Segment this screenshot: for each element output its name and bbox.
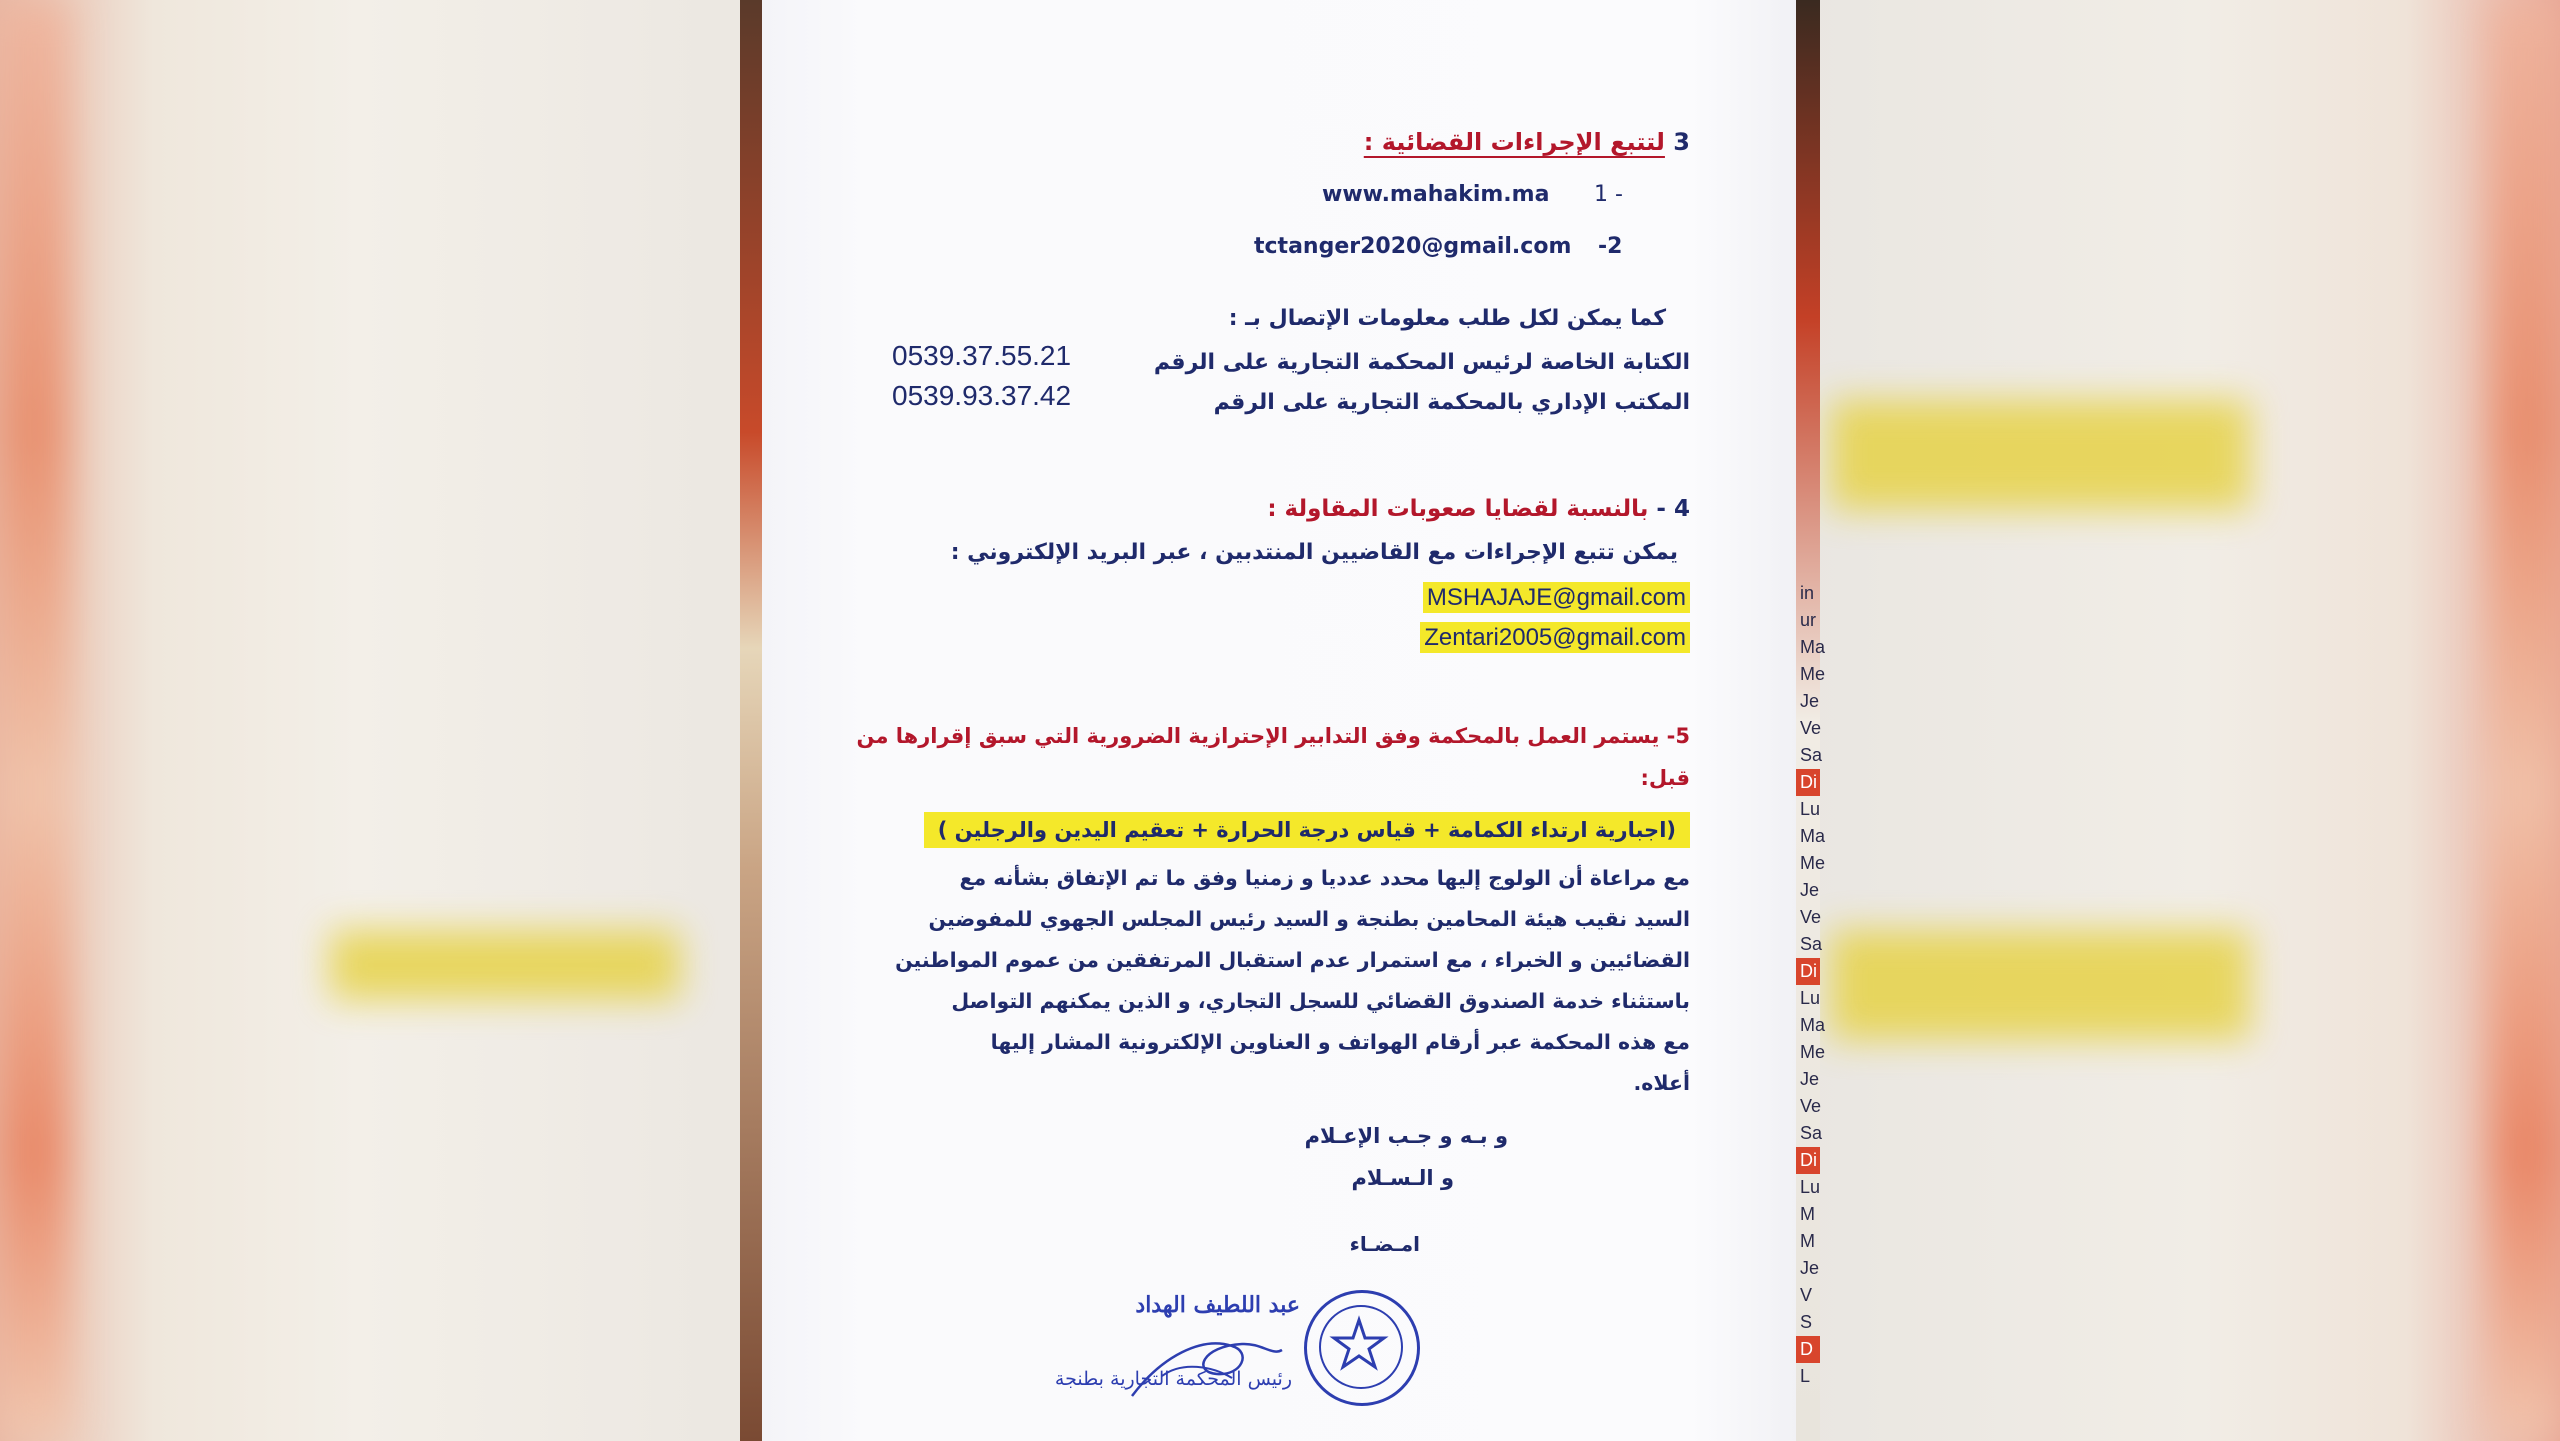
section5-highlight: (اجبارية ارتداء الكمامة + قياس درجة الحرارة + تعقيم اليدين والرجلين ) — [924, 818, 1690, 842]
contact-2-label: المكتب الإداري بالمحكمة التجارية على الرقم — [1213, 390, 1690, 415]
contact-intro: كما يمكن لكل طلب معلومات الإتصال بـ : — [1228, 306, 1666, 331]
body-line-4: باستثناء خدمة الصندوق القضائي للسجل التجاري، و الذين يمكنهم التواصل — [951, 989, 1690, 1013]
contact-line-2 — [1214, 390, 1690, 415]
edge-letter: Sa — [1800, 934, 1823, 954]
edge-letter: D — [1796, 1336, 1820, 1363]
email-tctanger[interactable]: tctanger2020@gmail.com — [1254, 234, 1572, 259]
edge-letter: Di — [1796, 958, 1820, 985]
link-mahakim[interactable]: www.mahakim.ma — [1322, 182, 1550, 207]
signatory-name: عبد اللطيف الهداد — [1135, 1292, 1300, 1318]
handwritten-signature — [1122, 1316, 1292, 1406]
edge-letter: Sa — [1800, 1123, 1823, 1143]
edge-letter: Lu — [1800, 988, 1821, 1008]
section4-heading — [1267, 496, 1690, 522]
email-zentari[interactable]: Zentari2005@gmail.com — [1420, 624, 1690, 652]
document-photo — [740, 0, 1826, 1441]
edge-letter: Sa — [1800, 745, 1823, 765]
edge-letter: Ma — [1800, 1015, 1826, 1035]
edge-letter: Di — [1796, 769, 1820, 796]
item2-index: -2 — [1598, 234, 1623, 259]
body-line-1: مع مراعاة أن الولوج إليها محدد عدديا و زمنيا وفق ما تم الإتفاق بشأنه مع — [959, 866, 1690, 890]
edge-letter: Ma — [1800, 826, 1826, 846]
edge-letter: V — [1800, 1285, 1813, 1305]
contact-2-phone[interactable]: 0539.93.37.42 — [892, 380, 1072, 411]
edge-letter: Me — [1800, 1042, 1826, 1062]
edge-letter: S — [1800, 1312, 1813, 1332]
signatory-title: رئيس المحكمة التجارية بطنجة — [1054, 1368, 1292, 1390]
edge-letter: M — [1800, 1231, 1815, 1251]
edge-letter: Lu — [1800, 1177, 1821, 1197]
paper-left-edge — [740, 0, 762, 1441]
edge-letter: ur — [1800, 610, 1817, 630]
edge-letter: Je — [1800, 1069, 1820, 1089]
edge-letter: Di — [1796, 1147, 1820, 1174]
closing-line-1: و بـه و جـب الإعـلام — [1304, 1124, 1508, 1148]
backdrop-highlight-left — [330, 930, 680, 1000]
edge-letter: in — [1800, 583, 1815, 603]
backdrop-highlight-right-top — [1830, 400, 2250, 510]
section5-line1: 5- يستمر العمل بالمحكمة وفق التدابير الإحترازية الضرورية التي سبق إقرارها من — [856, 724, 1690, 748]
edge-letter: Je — [1800, 880, 1820, 900]
body-line-5: مع هذه المحكمة عبر أرقام الهواتف و العناوين الإلكترونية المشار إليها — [990, 1030, 1690, 1054]
edge-letter: Me — [1800, 853, 1826, 873]
section4-intro: يمكن تتبع الإجراءات مع القاضيين المنتدبين ، عبر البريد الإلكتروني : — [950, 540, 1678, 565]
contact-line-1 — [1154, 350, 1690, 375]
contact-1-label: الكتابة الخاصة لرئيس المحكمة التجارية على الرقم — [1153, 350, 1690, 375]
section4-title: بالنسبة لقضايا صعوبات المقاولة : — [1267, 496, 1649, 522]
body-line-2: السيد نقيب هيئة المحامين بطنجة و السيد رئيس المجلس الجهوي للمفوضين — [928, 907, 1690, 931]
document-page — [762, 0, 1796, 1441]
section3-title: لتتبع الإجراءات القضائية : — [1363, 128, 1665, 156]
edge-letter: Me — [1800, 664, 1826, 684]
sign-label: امـضـاء — [1349, 1232, 1420, 1256]
edge-letter: Ma — [1800, 637, 1826, 657]
email-mshajaje[interactable]: MSHAJAJE@gmail.com — [1423, 584, 1690, 612]
backdrop-red-left — [0, 0, 70, 1441]
section4-number: 4 - — [1656, 496, 1690, 522]
edge-letter: Lu — [1800, 799, 1821, 819]
edge-letter: Je — [1800, 691, 1820, 711]
edge-letter: Je — [1800, 1258, 1820, 1278]
edge-calendar-text — [1796, 580, 1826, 1390]
edge-letter: L — [1800, 1366, 1811, 1386]
item1-index: 1 - — [1594, 182, 1623, 207]
edge-letter: M — [1800, 1204, 1815, 1224]
edge-letter: Ve — [1800, 718, 1822, 738]
section5-line2: قبل: — [1640, 766, 1690, 790]
section3-number: 3 — [1673, 128, 1690, 156]
contact-1-phone[interactable]: 0539.37.55.21 — [892, 340, 1072, 371]
body-line-6: أعلاه. — [1633, 1071, 1690, 1095]
official-seal — [1304, 1290, 1420, 1406]
body-line-3: القضائيين و الخبراء ، مع استمرار عدم استقبال المرتفقين من عموم المواطنين — [895, 948, 1690, 972]
section3-heading — [1364, 128, 1690, 156]
seal-star-icon — [1304, 1290, 1414, 1400]
backdrop-highlight-right-bottom — [1830, 930, 2250, 1040]
closing-line-2: و الـسـلام — [1351, 1166, 1454, 1190]
edge-letter: Ve — [1800, 907, 1822, 927]
edge-letter: Ve — [1800, 1096, 1822, 1116]
backdrop-red-right — [2490, 0, 2560, 1441]
